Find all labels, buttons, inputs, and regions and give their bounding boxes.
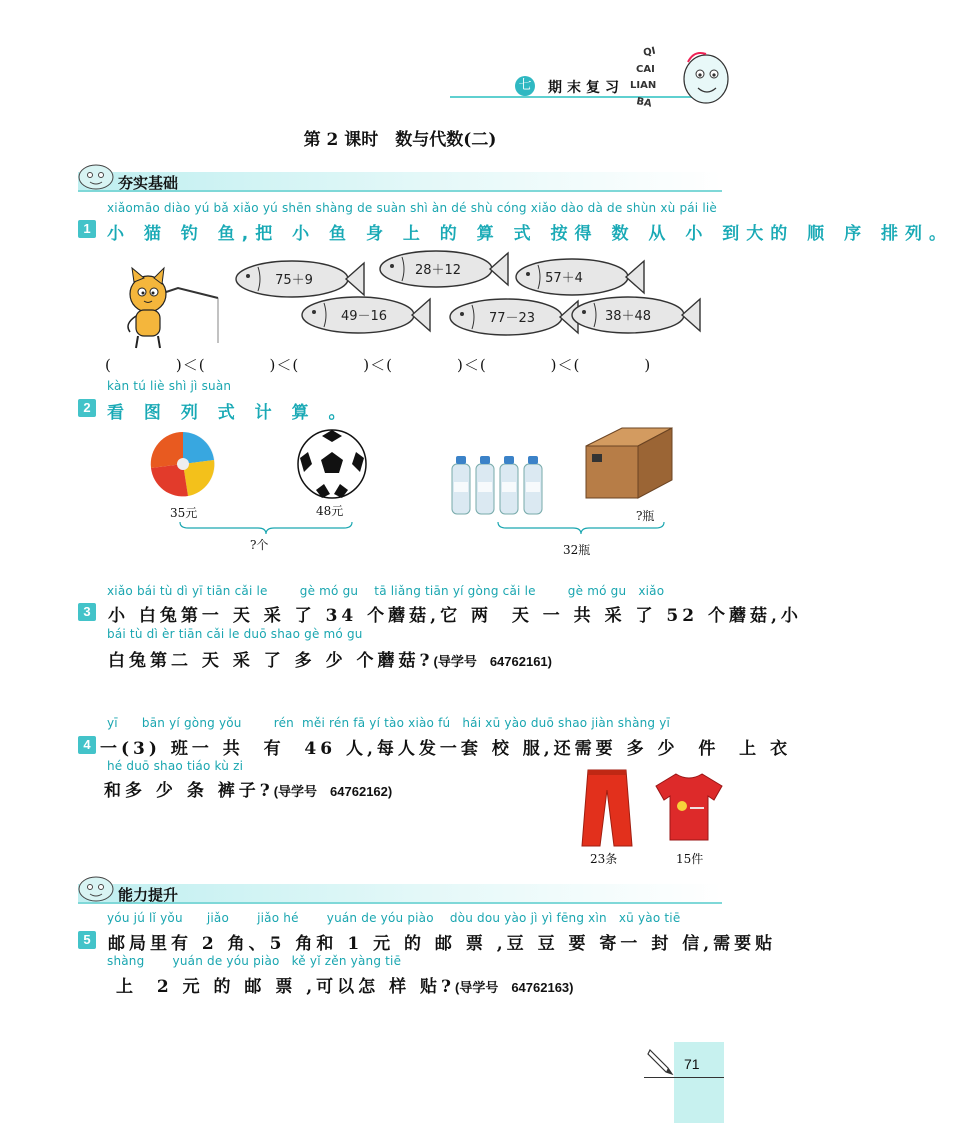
q5-pinyin-line2: shàng yuán de yóu piào kě yǐ zěn yàng tiē — [107, 954, 402, 968]
q1-answer-blanks[interactable]: ( )＜( )＜( )＜( )＜( )＜( ) — [105, 356, 652, 374]
red-tshirt-image — [654, 770, 724, 846]
right-total-label: 32瓶 — [563, 543, 591, 557]
section1-title: 夯实基础 — [118, 174, 179, 192]
fish-group — [228, 245, 708, 345]
section1-mascot-icon — [76, 160, 116, 196]
fish-5 — [450, 299, 578, 335]
q5-text-line1: 邮局里有 2 角、5 角和 1 元 的 邮 票 ,豆 豆 要 寄一 封 信,需要贴 — [108, 934, 777, 954]
left-total-label: ?个 — [250, 538, 269, 552]
fish-label-6: 38＋48 — [604, 309, 652, 324]
fish-label-2: 28＋12 — [414, 263, 462, 278]
q3-number: 3 — [78, 603, 96, 621]
cardboard-box-image — [582, 424, 674, 504]
q1-number: 1 — [78, 220, 96, 238]
fish-label-1: 75＋9 — [275, 273, 313, 288]
section2-title: 能力提升 — [118, 886, 179, 904]
q2-text: 看 图 列 式 计 算 。 — [107, 403, 353, 423]
logo-text-qi: QI — [642, 45, 657, 59]
q1-pinyin: xiǎomāo diào yú bǎ xiǎo yú shēn shàng de suàn shì àn dé shù cóng xiǎo dào dà de shùn xù pái liè — [107, 201, 718, 215]
beach-ball-price: 35元 — [170, 506, 198, 520]
logo-text-cai: CAI — [636, 64, 655, 75]
q4-pinyin-line1: yī bān yí gòng yǒu rén měi rén fā yí tào xiào fú hái xū yào duō shao jiàn shàng yī — [107, 716, 671, 730]
fish-1 — [236, 261, 364, 297]
q3-pinyin-line2: bái tù dì èr tiān cǎi le duō shao gè mó gu — [107, 627, 363, 641]
q2-pinyin: kàn tú liè shì jì suàn — [107, 379, 232, 393]
section2-mascot-icon — [76, 872, 116, 908]
red-pants-image — [580, 768, 634, 852]
fish-label-5: 77－23 — [488, 311, 536, 326]
fishing-cat-illustration — [118, 268, 223, 357]
q4-pinyin-line2: hé duō shao tiáo kù zi — [107, 759, 244, 773]
chapter-title: 期末复习 — [548, 79, 624, 95]
q5-pinyin-line1: yóu jú lǐ yǒu jiǎo jiǎo hé yuán de yóu piào dòu dou yào jì yì fēng xìn xū yào tiē — [107, 911, 681, 925]
q3-guide-ref: (导学号 64762161) — [433, 654, 552, 669]
fish-4 — [302, 297, 430, 333]
q5-number: 5 — [78, 931, 96, 949]
lesson-title: 第 2 课时 数与代数(二) — [303, 130, 497, 150]
shirt-count-label: 15件 — [676, 852, 704, 866]
q4-guide-ref: (导学号 64762162) — [273, 784, 393, 799]
q4-text-line2-body: 和多 少 条 裤子? — [104, 781, 274, 801]
q3-text-line2-body: 白兔第二 天 采 了 多 少 个蘑菇? — [108, 651, 434, 671]
soccer-ball-price: 48元 — [316, 504, 344, 518]
logo-text-ba: BA — [635, 96, 653, 110]
soccer-ball-image — [296, 428, 368, 504]
q5-text-line2-body: 上 2 元 的 邮 票 ,可以怎 样 贴? — [116, 977, 455, 997]
beach-ball-image — [148, 430, 218, 502]
q3-text-line1: 小 白兔第一 天 采 了 34 个蘑菇,它 两 天 一 共 采 了 52 个蘑菇,小 — [108, 606, 802, 626]
q3-text-line2 — [108, 646, 552, 671]
fish-label-4: 49－16 — [340, 309, 388, 324]
page-number-tab — [674, 1042, 724, 1123]
q2-number: 2 — [78, 399, 96, 417]
box-unknown-label: ?瓶 — [636, 509, 655, 523]
q4-text-line1: 一(3) 班一 共 有 46 人,每人发一套 校 服,还需要 多 少 件 上 衣 — [100, 739, 792, 759]
fish-6 — [572, 297, 700, 333]
q3-pinyin-line1: xiǎo bái tù dì yī tiān cǎi le gè mó gu tā liǎng tiān yí gòng cǎi le gè mó gu xiǎo — [107, 584, 665, 598]
logo-text-lian: LIAN — [630, 80, 657, 91]
pencil-icon — [646, 1046, 674, 1080]
page-number: 71 — [684, 1056, 700, 1072]
chapter-badge: 七 — [515, 76, 535, 96]
q1-text: 小 猫 钓 鱼,把 小 鱼 身 上 的 算 式 按得 数 从 小 到大的 顺 序 排列。 — [107, 224, 953, 244]
water-bottles-image — [448, 452, 550, 520]
q5-guide-ref: (导学号 64762163) — [454, 980, 574, 995]
fish-label-3: 57＋4 — [545, 271, 583, 286]
fish-2 — [380, 251, 508, 287]
q4-number: 4 — [78, 736, 96, 754]
footer-line — [644, 1077, 724, 1078]
fish-3 — [516, 259, 644, 295]
q5-text-line2 — [116, 972, 573, 997]
pants-count-label: 23条 — [590, 852, 618, 866]
q4-text-line2 — [104, 776, 392, 801]
qicailianba-logo — [628, 44, 738, 114]
right-brace — [496, 520, 666, 540]
